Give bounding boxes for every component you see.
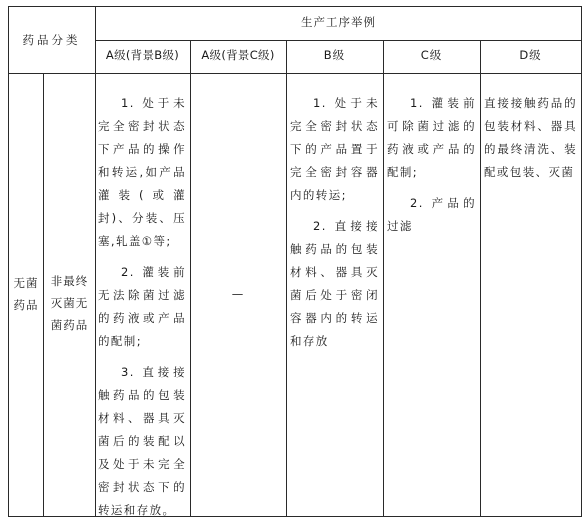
cell-col-b xyxy=(290,92,379,361)
header-col-a-bgB: A级(背景B级) xyxy=(105,48,180,62)
cell-col-a-bgB-item: 3. 直接接触药品的包装材料、器具灭菌后的装配以及处于未完全密封状态下的转运和存放。 xyxy=(98,365,186,517)
header-category: 药品分类 xyxy=(22,33,81,47)
cell-col-a-bgC: — xyxy=(231,287,245,301)
cell-col-c xyxy=(387,92,476,246)
cell-col-d-item: 直接接触药品的包装材料、器具的最终清洗、装配或包装、灭菌 xyxy=(484,96,577,179)
table-border-left xyxy=(8,6,9,517)
cell-col-a-bgB xyxy=(98,92,186,530)
table-border-right xyxy=(581,6,582,517)
header-divider xyxy=(95,40,582,41)
cell-col-c-item: 1. 灌装前可除菌过滤的药液或产品的配制; xyxy=(387,96,476,179)
cell-col-a-bgB-item: 1. 处于未完全密封状态下产品的操作和转运,如产品灌装(或灌封)、分装、压塞,轧盖①等; xyxy=(98,96,186,248)
header-group-title: 生产工序举例 xyxy=(301,15,376,29)
col-divider-4 xyxy=(480,40,481,517)
category-divider xyxy=(95,6,96,517)
cell-col-b-item: 1. 处于未完全密封状态下的产品置于完全密封容器内的转运; xyxy=(290,96,379,202)
cell-col-c-item: 2. 产品的过滤 xyxy=(387,196,476,233)
category-subdivider xyxy=(43,73,44,517)
cell-col-a-bgB-item: 2. 灌装前无法除菌过滤的药液或产品的配制; xyxy=(98,265,186,348)
category-level2: 非最终灭菌无菌药品 xyxy=(50,274,89,332)
header-col-c: C级 xyxy=(420,48,443,62)
header-col-a-bgC: A级(背景C级) xyxy=(201,48,275,62)
cell-col-d xyxy=(484,92,577,192)
col-divider-3 xyxy=(383,40,384,517)
col-divider-2 xyxy=(286,40,287,517)
header-col-d: D级 xyxy=(519,48,542,62)
category-level1: 无菌药品 xyxy=(13,276,39,312)
header-col-b: B级 xyxy=(323,48,346,62)
cell-col-b-item: 2. 直接接触药品的包装材料、器具灭菌后处于密闭容器内的转运和存放 xyxy=(290,219,379,348)
col-divider-1 xyxy=(190,40,191,517)
